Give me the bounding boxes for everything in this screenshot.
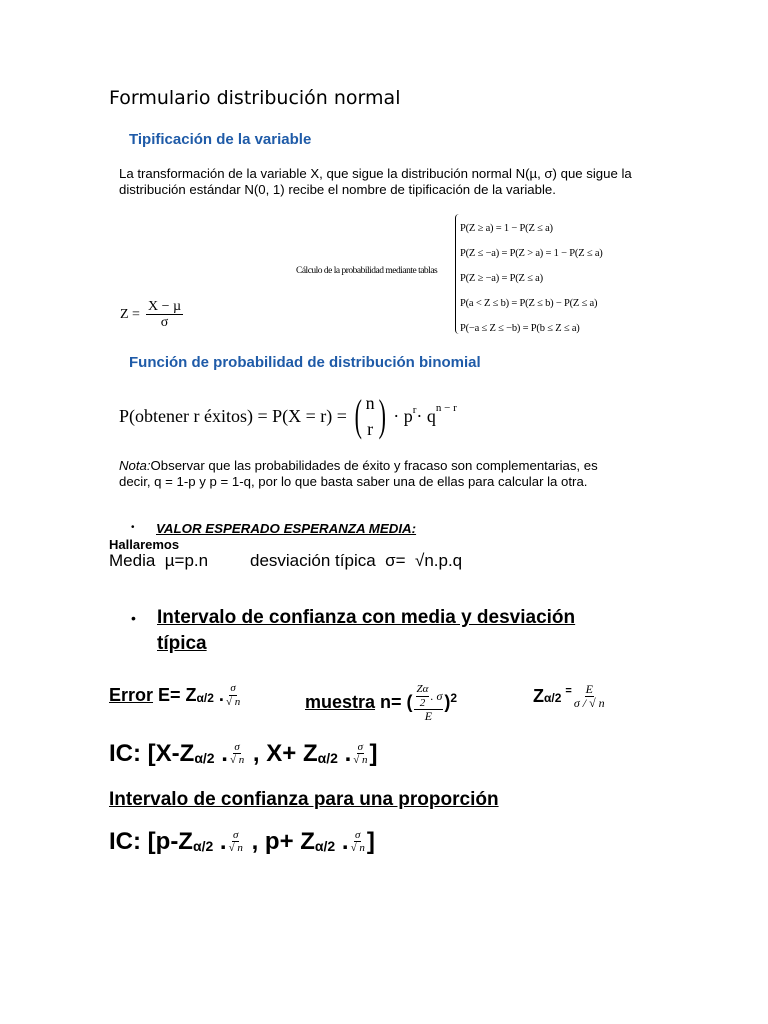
paragraph-line: La transformación de la variable X, que sigue la distribución normal N(µ, σ) que sigue la bbox=[119, 166, 632, 181]
ic-plus: , X+ Z bbox=[246, 740, 318, 767]
paren-right: ) bbox=[378, 391, 386, 440]
sigma: σ bbox=[233, 828, 239, 841]
ic-open: IC: [p-Z bbox=[109, 828, 193, 855]
table-row: P(−a ≤ Z ≤ −b) = P(b ≤ Z ≤ a) bbox=[460, 323, 580, 334]
z-formula bbox=[120, 299, 183, 331]
heading-line: típica bbox=[157, 633, 207, 654]
ic-close: ] bbox=[366, 828, 375, 855]
proporcion-heading: Intervalo de confianza para una proporción bbox=[109, 789, 499, 810]
page-title: Formulario distribución normal bbox=[109, 87, 401, 109]
alpha-subscript: α/2 bbox=[196, 691, 214, 706]
table-row: P(a < Z ≤ b) = P(Z ≤ b) − P(Z ≤ a) bbox=[460, 298, 598, 309]
alpha-subscript: α/2 bbox=[194, 750, 215, 766]
ic-open: IC: [X-Z bbox=[109, 740, 195, 767]
binomial-q: · q bbox=[416, 405, 436, 426]
muestra-label: muestra bbox=[305, 691, 376, 712]
sqrt-n: √ n bbox=[228, 842, 243, 855]
binom-top: n bbox=[365, 393, 375, 413]
binomial-p: · p bbox=[393, 405, 413, 426]
table-row: P(Z ≥ −a) = P(Z ≤ a) bbox=[460, 273, 543, 284]
tipificacion-paragraph bbox=[119, 166, 659, 197]
sigma: σ bbox=[354, 828, 361, 841]
muestra-eq: n= ( bbox=[375, 691, 413, 712]
sigma: σ bbox=[357, 740, 364, 753]
muestra-fraction bbox=[414, 684, 444, 723]
hallaremos-label: Hallaremos bbox=[109, 537, 180, 552]
z-formula-lhs: Z = bbox=[120, 306, 140, 322]
dot-sigma: . σ bbox=[430, 689, 443, 704]
squared: 2 bbox=[450, 691, 458, 706]
table-label: Cálculo de la probabilidad mediante tablas bbox=[296, 266, 438, 276]
desviacion-formula: desviación típica σ= √n.p.q bbox=[250, 551, 463, 570]
sqrt-n: √ n bbox=[225, 695, 241, 708]
z-label: Z bbox=[533, 685, 544, 706]
error-eq: E= Z bbox=[153, 684, 197, 705]
ic-plus: , p+ Z bbox=[244, 828, 315, 855]
sigma: σ bbox=[234, 740, 240, 753]
muestra-numerator bbox=[414, 684, 444, 710]
ic-proporcion-formula bbox=[109, 828, 375, 856]
binomial-lhs: P(obtener r éxitos) = P(X = r) = bbox=[119, 405, 347, 426]
heading-line: Intervalo de confianza con media y desviación bbox=[157, 607, 576, 628]
alpha-subscript: α/2 bbox=[314, 838, 336, 854]
intervalo-heading bbox=[157, 605, 575, 657]
bullet: • bbox=[131, 610, 136, 626]
section-heading-tipificacion: Tipificación de la variable bbox=[129, 131, 312, 148]
sigma-over-sqrt-n bbox=[350, 830, 366, 855]
sqrt-n: √ n bbox=[350, 842, 365, 855]
e-num: E bbox=[585, 682, 593, 696]
dot: . bbox=[335, 828, 349, 855]
table-row: P(Z ≤ −a) = P(Z > a) = 1 − P(Z ≤ a) bbox=[460, 248, 603, 259]
z-alpha-formula bbox=[533, 683, 607, 710]
muestra-denominator: E bbox=[424, 708, 433, 723]
exp-n-minus-r: n − r bbox=[435, 402, 457, 414]
sigma-over-sqrt-n bbox=[228, 830, 244, 855]
ic-close: ] bbox=[369, 740, 378, 767]
paren-left: ( bbox=[354, 391, 362, 440]
dot: . bbox=[213, 828, 227, 855]
z-alpha: Zα bbox=[416, 683, 429, 695]
z-fraction-numerator: X − µ bbox=[147, 299, 182, 314]
dot: . bbox=[337, 740, 352, 767]
muestra-formula bbox=[305, 683, 457, 722]
z-fraction bbox=[146, 299, 183, 331]
note-label: Nota: bbox=[119, 458, 151, 473]
error-label: Error bbox=[109, 684, 154, 705]
binomial-formula bbox=[119, 388, 457, 444]
sigma-sqrt-n: σ / √ n bbox=[573, 695, 605, 710]
two: 2 bbox=[419, 696, 426, 709]
bullet: • bbox=[131, 522, 135, 533]
dot: . bbox=[213, 684, 224, 705]
dot: . bbox=[214, 740, 228, 767]
sigma-over-sqrt-n bbox=[229, 742, 245, 767]
alpha-subscript: α/2 bbox=[317, 750, 338, 766]
ic-media-formula bbox=[109, 740, 378, 768]
media-formula: Media µ=p.n bbox=[109, 551, 209, 570]
close-paren: ) bbox=[444, 691, 451, 712]
sigma: σ bbox=[230, 682, 236, 694]
note-line bbox=[119, 458, 679, 474]
valor-esperado-heading: VALOR ESPERADO ESPERANZA MEDIA: bbox=[156, 521, 417, 536]
equals: = bbox=[565, 685, 572, 698]
note-line: decir, q = 1-p y p = 1-q, por lo que basta saber una de ellas para calcular la otra. bbox=[119, 473, 588, 489]
binom-bottom: r bbox=[367, 419, 374, 439]
binom-stack bbox=[366, 390, 375, 442]
note-text: Observar que las probabilidades de éxito y fracaso son complementarias, es bbox=[150, 458, 598, 473]
table-brace bbox=[455, 214, 459, 334]
e-over-sigma-sqrt-n bbox=[573, 683, 606, 710]
error-formula bbox=[109, 683, 242, 708]
sigma-over-sqrt-n bbox=[352, 742, 368, 767]
probability-table bbox=[460, 216, 603, 341]
paragraph-line: distribución estándar N(0, 1) recibe el nombre de tipificación de la variable. bbox=[119, 181, 556, 197]
section-heading-binomial: Función de probabilidad de distribución binomial bbox=[129, 354, 481, 371]
alpha-subscript: α/2 bbox=[192, 838, 214, 854]
sigma-over-sqrt-n bbox=[225, 683, 241, 708]
z-fraction-denominator: σ bbox=[160, 315, 169, 331]
exp-r: r bbox=[412, 404, 417, 416]
note-paragraph bbox=[119, 458, 679, 489]
binomial-coefficient bbox=[351, 390, 389, 442]
alpha-subscript: α/2 bbox=[544, 691, 562, 706]
z-alpha-over-2 bbox=[416, 684, 430, 709]
sqrt-n: √ n bbox=[353, 754, 368, 767]
sqrt-n: √ n bbox=[229, 754, 245, 767]
table-row: P(Z ≥ a) = 1 − P(Z ≤ a) bbox=[460, 223, 553, 234]
